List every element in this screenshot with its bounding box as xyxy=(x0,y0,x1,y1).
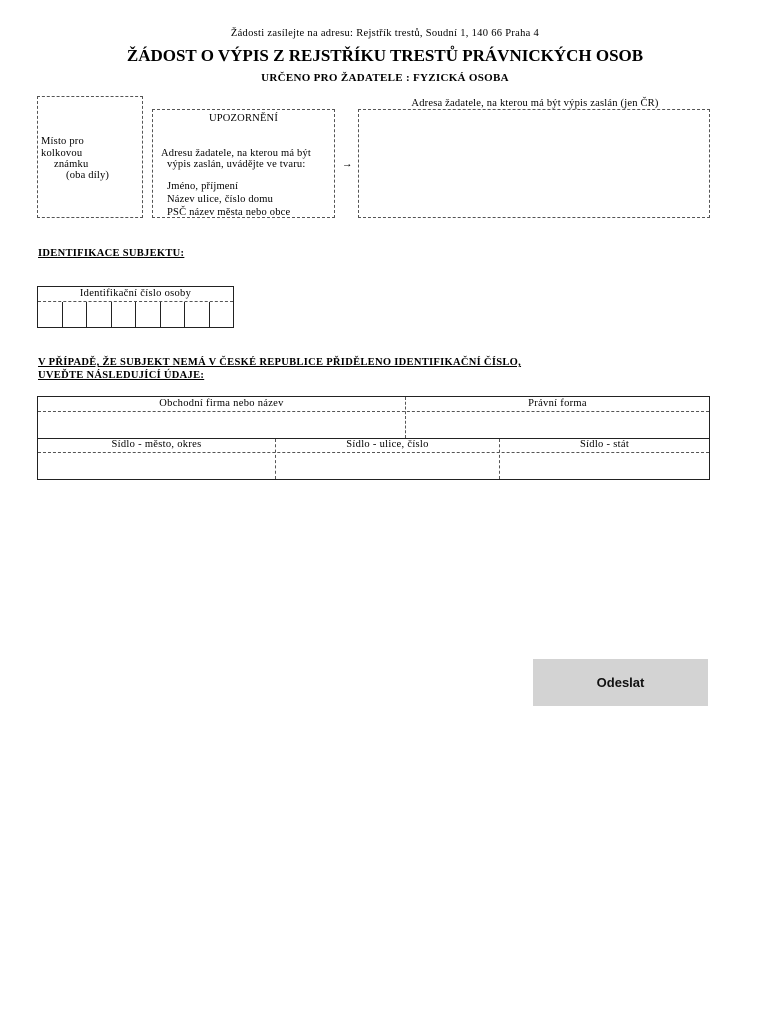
foreign-heading-line2: UVEĎTE NÁSLEDUJÍCÍ ÚDAJE: xyxy=(38,370,205,381)
form-subtitle: URČENO PRO ŽADATELE : FYZICKÁ OSOBA xyxy=(261,72,509,84)
notice-box xyxy=(152,109,335,218)
notice-text-line2: výpis zaslán, uvádějte ve tvaru: xyxy=(167,159,306,170)
stamp-label-line4: (oba díly) xyxy=(66,170,110,181)
firm-name-field[interactable] xyxy=(38,412,404,438)
address-field[interactable] xyxy=(358,109,710,218)
seat-state-label: Sídlo - stát xyxy=(579,439,630,450)
stamp-box xyxy=(37,96,143,218)
firm-name-label: Obchodní firma nebo název xyxy=(159,398,284,409)
notice-text-line1: Adresu žadatele, na kterou má být xyxy=(161,148,312,159)
stamp-label-line1: Místo pro xyxy=(41,136,84,147)
submit-button[interactable]: Odeslat xyxy=(533,659,708,706)
id-digit-cell[interactable] xyxy=(87,302,112,327)
id-digit-cell[interactable] xyxy=(185,302,210,327)
id-digit-cell[interactable] xyxy=(63,302,88,327)
stamp-label-line3: známku xyxy=(54,159,89,170)
legal-form-field[interactable] xyxy=(406,412,709,438)
seat-street-field[interactable] xyxy=(276,453,498,479)
notice-item-name: Jméno, příjmení xyxy=(167,181,239,192)
address-label: Adresa žadatele, na kterou má být výpis zaslán (jen ČR) xyxy=(411,98,659,109)
foreign-heading-line1: V PŘÍPADĚ, ŽE SUBJEKT NEMÁ V ČESKÉ REPUBLICE PŘIDĚLENO IDENTIFIKAČNÍ ČÍSLO, xyxy=(38,357,522,368)
notice-title: UPOZORNĚNÍ xyxy=(208,113,279,124)
seat-city-field[interactable] xyxy=(38,453,274,479)
id-digit-cell[interactable] xyxy=(112,302,137,327)
id-digit-cell[interactable] xyxy=(161,302,186,327)
stamp-label-line2: kolkovou xyxy=(41,148,83,159)
legal-form-label: Právní forma xyxy=(528,398,587,409)
id-number-table xyxy=(37,286,234,328)
id-number-label: Identifikační číslo osoby xyxy=(79,288,192,299)
seat-street-label: Sídlo - ulice, číslo xyxy=(346,439,429,450)
id-digit-row xyxy=(38,302,233,327)
top-address-note: Žádosti zasílejte na adresu: Rejstřík trestů, Soudní 1, 140 66 Praha 4 xyxy=(230,28,540,39)
id-digit-cell[interactable] xyxy=(210,302,234,327)
id-digit-cell[interactable] xyxy=(136,302,161,327)
seat-state-field[interactable] xyxy=(500,453,709,479)
notice-item-street: Název ulice, číslo domu xyxy=(167,194,274,205)
id-digit-cell[interactable] xyxy=(38,302,63,327)
arrow-right-icon: → xyxy=(342,159,353,170)
foreign-details-table xyxy=(37,396,710,480)
seat-city-label: Sídlo - město, okres xyxy=(111,439,202,450)
form-title: ŽÁDOST O VÝPIS Z REJSTŘÍKU TRESTŮ PRÁVNICKÝCH OSOB xyxy=(126,46,644,65)
notice-item-city: PSČ název města nebo obce xyxy=(167,207,291,218)
identification-heading: IDENTIFIKACE SUBJEKTU: xyxy=(38,248,185,259)
